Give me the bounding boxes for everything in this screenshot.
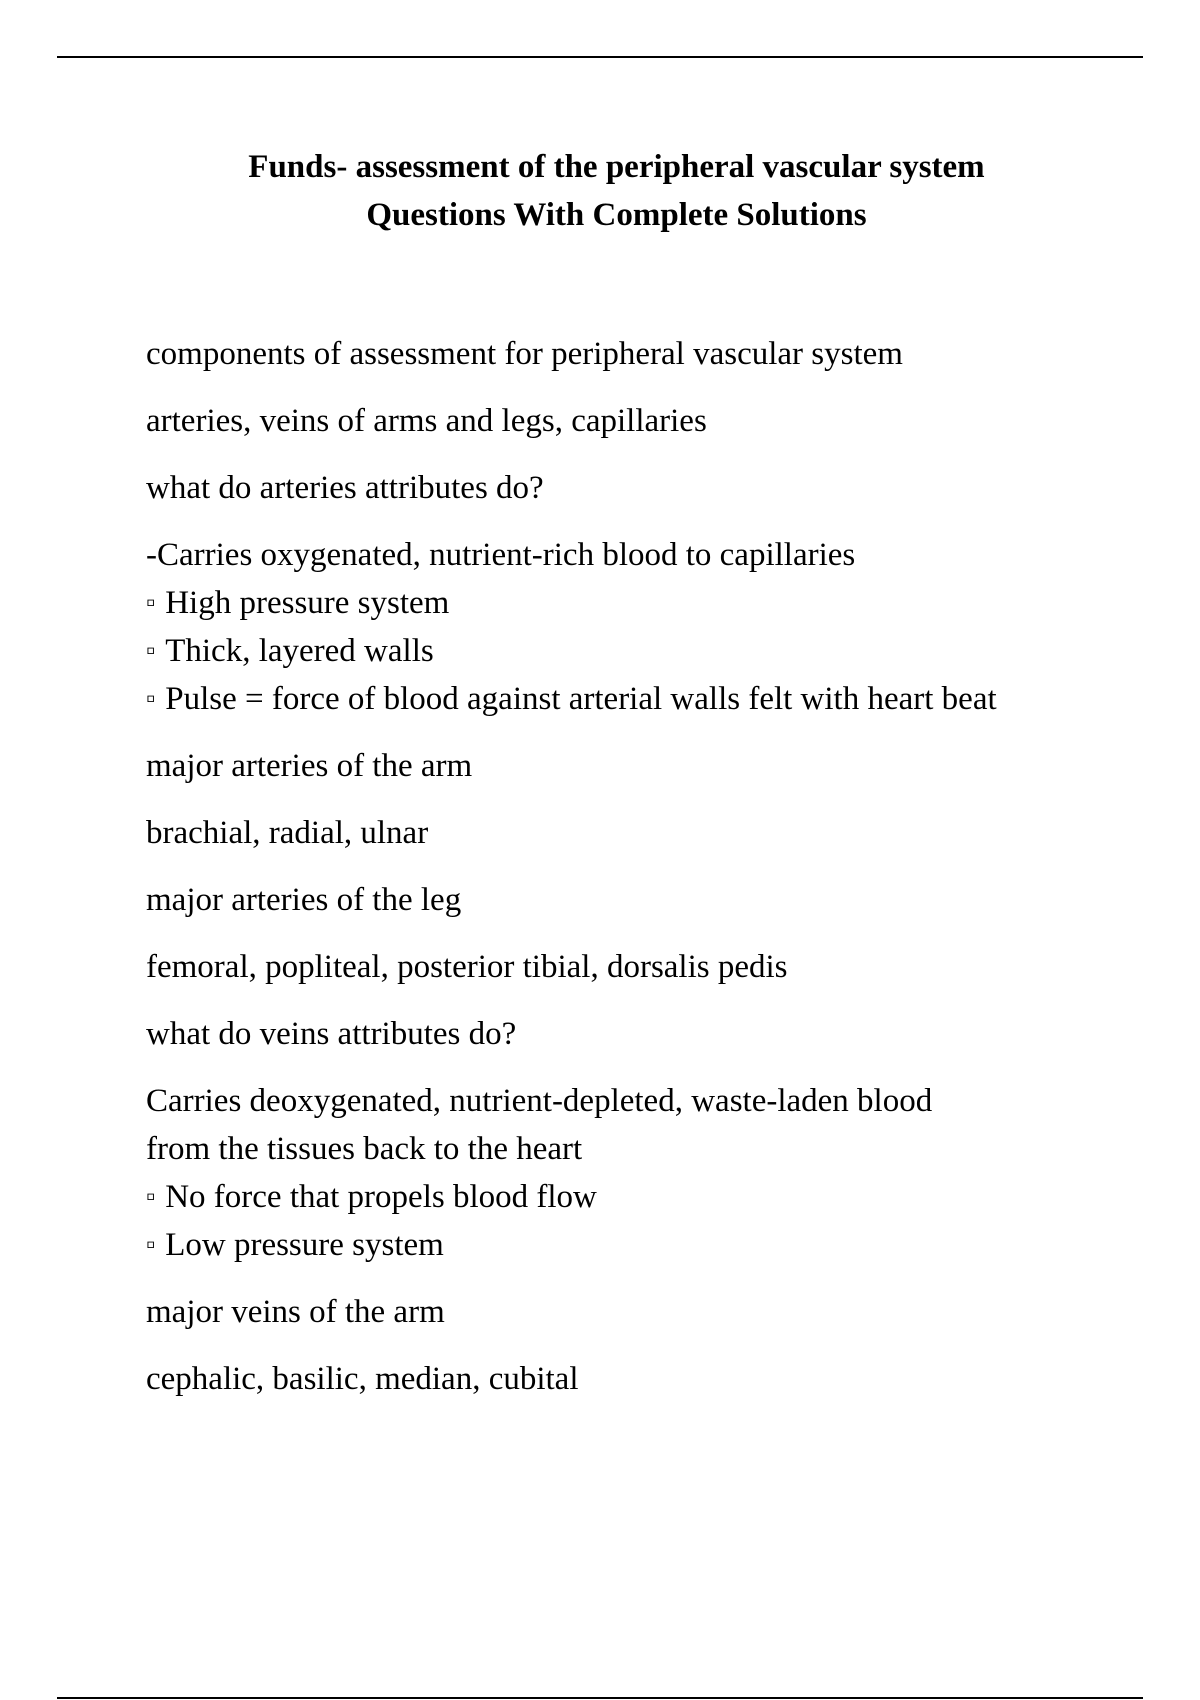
answer-text-line-2: from the tissues back to the heart [146, 1131, 583, 1167]
answer-text: brachial, radial, ulnar [146, 815, 429, 851]
bullet-item [146, 579, 1146, 627]
bullet-text: Pulse = force of blood against arterial walls felt with heart beat [165, 681, 997, 717]
bullet-item [146, 1221, 1146, 1269]
answer-text: arteries, veins of arms and legs, capillaries [146, 403, 707, 439]
square-bullet-icon: ▫ [146, 636, 156, 665]
answer-text: cephalic, basilic, median, cubital [146, 1361, 579, 1397]
question-text: major arteries of the leg [146, 882, 462, 918]
question-text: what do arteries attributes do? [146, 470, 544, 506]
question-text: what do veins attributes do? [146, 1016, 517, 1052]
square-bullet-icon: ▫ [146, 1230, 156, 1259]
bullet-item [146, 627, 1146, 675]
question-block [146, 1010, 1146, 1058]
bottom-divider [57, 1697, 1143, 1699]
top-divider [57, 56, 1143, 58]
question-block [146, 1288, 1146, 1336]
question-block [146, 876, 1146, 924]
answer-block [146, 1077, 1146, 1269]
document-title [0, 143, 1200, 239]
answer-block [146, 943, 1146, 991]
title-line-2: Questions With Complete Solutions [366, 197, 867, 233]
question-text: components of assessment for peripheral vascular system [146, 336, 903, 372]
answer-block [146, 1355, 1146, 1403]
bullet-text: Thick, layered walls [165, 633, 434, 669]
question-block [146, 464, 1146, 512]
question-block [146, 330, 1146, 378]
bullet-text: Low pressure system [165, 1227, 444, 1263]
question-text: major veins of the arm [146, 1294, 445, 1330]
square-bullet-icon: ▫ [146, 684, 156, 713]
answer-block [146, 531, 1146, 723]
question-text: major arteries of the arm [146, 748, 473, 784]
answer-block [146, 397, 1146, 445]
answer-text: -Carries oxygenated, nutrient-rich blood to capillaries [146, 537, 856, 573]
qa-content [146, 330, 1146, 1422]
bullet-text: No force that propels blood flow [165, 1179, 597, 1215]
answer-text: femoral, popliteal, posterior tibial, dorsalis pedis [146, 949, 788, 985]
bullet-item [146, 1173, 1146, 1221]
square-bullet-icon: ▫ [146, 588, 156, 617]
question-block [146, 742, 1146, 790]
answer-text-line-1: Carries deoxygenated, nutrient-depleted, waste-laden blood [146, 1083, 933, 1119]
bullet-item [146, 675, 1146, 723]
title-line-1: Funds- assessment of the peripheral vascular system [248, 149, 985, 185]
bullet-text: High pressure system [165, 585, 450, 621]
answer-block [146, 809, 1146, 857]
square-bullet-icon: ▫ [146, 1182, 156, 1211]
